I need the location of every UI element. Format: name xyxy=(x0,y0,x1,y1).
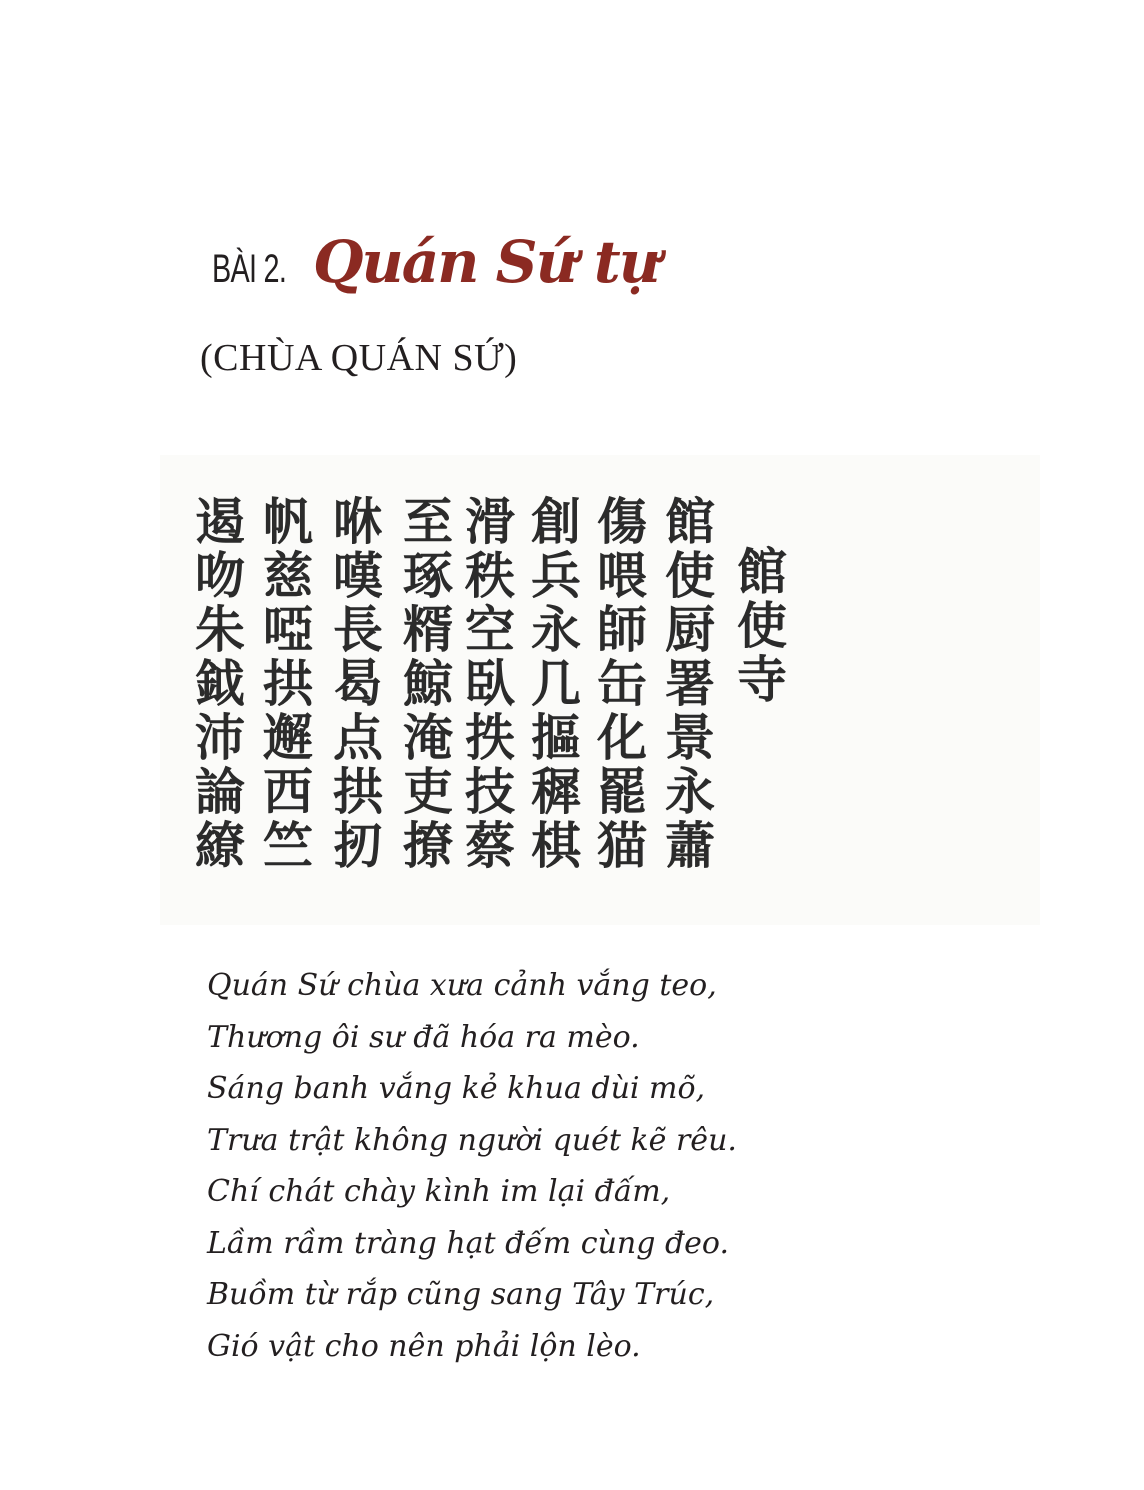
hannom-column xyxy=(592,495,652,873)
hannom-character: 帆 xyxy=(263,493,313,551)
hannom-character: 撩 xyxy=(403,817,453,875)
poem-line: Buồm từ rắp cũng sang Tây Trúc, xyxy=(207,1277,715,1312)
poem-line: Chí chát chày kình im lại đấm, xyxy=(207,1174,671,1209)
hannom-character: 淹 xyxy=(403,709,453,767)
hannom-column xyxy=(460,495,520,873)
hannom-character: 曷 xyxy=(333,655,383,713)
hannom-character: 兵 xyxy=(531,547,581,605)
hannom-character: 扨 xyxy=(333,817,383,875)
hannom-character: 景 xyxy=(665,709,715,767)
hannom-column xyxy=(398,495,458,873)
hannom-character: 几 xyxy=(531,655,581,713)
hannom-column xyxy=(526,495,586,873)
poem-line: Lầm rầm tràng hạt đếm cùng đeo. xyxy=(207,1225,729,1261)
hannom-title-column xyxy=(732,545,792,707)
hannom-character: 棋 xyxy=(531,817,581,875)
hannom-text-image xyxy=(160,455,1040,925)
hannom-character: 朱 xyxy=(195,601,245,659)
hannom-character: 西 xyxy=(263,763,313,821)
hannom-character: 館 xyxy=(665,493,715,551)
hannom-character: 鉞 xyxy=(195,655,245,713)
hannom-character: 喂 xyxy=(597,547,647,605)
hannom-character: 永 xyxy=(531,601,581,659)
hannom-character: 繚 xyxy=(195,817,245,875)
hannom-column xyxy=(190,495,250,873)
hannom-character: 蕭 xyxy=(665,817,715,875)
hannom-character: 鯨 xyxy=(403,655,453,713)
hannom-character: 咻 xyxy=(333,493,383,551)
hannom-character: 罷 xyxy=(597,763,647,821)
hannom-character: 啞 xyxy=(263,601,313,659)
poem-line: Thương ôi sư đã hóa ra mèo. xyxy=(207,1019,640,1055)
hannom-character: 糈 xyxy=(403,601,453,659)
lesson-label: BÀI 2. xyxy=(212,247,287,291)
hannom-character: 技 xyxy=(465,763,515,821)
hannom-character: 論 xyxy=(195,763,245,821)
hannom-character: 穉 xyxy=(531,763,581,821)
hannom-character: 館 xyxy=(737,543,787,601)
hannom-character: 点 xyxy=(333,709,383,767)
hannom-character: 拱 xyxy=(263,655,313,713)
hannom-character: 琢 xyxy=(403,547,453,605)
hannom-character: 秩 xyxy=(465,547,515,605)
poem-line: Gió vật cho nên phải lộn lèo. xyxy=(207,1328,641,1364)
hannom-character: 長 xyxy=(333,601,383,659)
hannom-character: 使 xyxy=(665,547,715,605)
hannom-character: 空 xyxy=(465,601,515,659)
hannom-character: 吻 xyxy=(195,547,245,605)
hannom-character: 竺 xyxy=(263,817,313,875)
hannom-character: 臥 xyxy=(465,655,515,713)
hannom-character: 缶 xyxy=(597,655,647,713)
hannom-character: 吏 xyxy=(403,763,453,821)
poem-line: Trưa trật không người quét kẽ rêu. xyxy=(207,1122,737,1158)
hannom-character: 傷 xyxy=(597,493,647,551)
hannom-character: 使 xyxy=(737,597,787,655)
hannom-character: 厨 xyxy=(665,601,715,659)
hannom-character: 蔡 xyxy=(465,817,515,875)
hannom-character: 拱 xyxy=(333,763,383,821)
hannom-column xyxy=(328,495,388,873)
hannom-character: 遏 xyxy=(195,493,245,551)
hannom-character: 慈 xyxy=(263,547,313,605)
poem xyxy=(207,960,737,1372)
hannom-character: 署 xyxy=(665,655,715,713)
poem-line: Quán Sứ chùa xưa cảnh vắng teo, xyxy=(207,968,717,1003)
hannom-character: 至 xyxy=(403,493,453,551)
hannom-character: 抶 xyxy=(465,709,515,767)
hannom-character: 化 xyxy=(597,709,647,767)
hannom-character: 摳 xyxy=(531,709,581,767)
hannom-character: 寺 xyxy=(737,651,787,709)
heading xyxy=(212,228,659,296)
hannom-character: 猫 xyxy=(597,817,647,875)
hannom-column xyxy=(660,495,720,873)
hannom-character: 沛 xyxy=(195,709,245,767)
subtitle: (CHÙA QUÁN SỨ) xyxy=(200,337,518,379)
hannom-character: 創 xyxy=(531,493,581,551)
hannom-character: 永 xyxy=(665,763,715,821)
poem-line: Sáng banh vắng kẻ khua dùi mõ, xyxy=(207,1071,706,1106)
hannom-character: 師 xyxy=(597,601,647,659)
poem-title: Quán Sứ tự xyxy=(313,228,659,296)
hannom-character: 邂 xyxy=(263,709,313,767)
hannom-column xyxy=(258,495,318,873)
hannom-character: 滑 xyxy=(465,493,515,551)
hannom-character: 嘆 xyxy=(333,547,383,605)
